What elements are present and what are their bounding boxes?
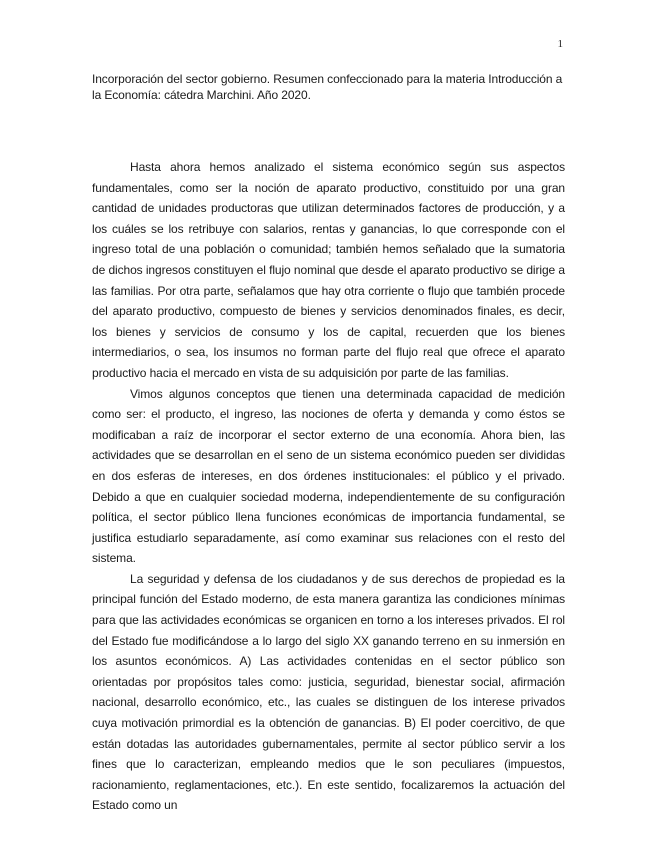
paragraph-2: Vimos algunos conceptos que tienen una determinada capacidad de medición como ser: el producto, el ingreso, las nociones de oferta y demanda y como éstos se modificaban a raíz de incorporar el sector externo de una economía. Ahora bien, las actividades que se desarrollan en el seno de un sistema económico pueden ser divididas en dos esferas de intereses, en dos órdenes institucionales: el público y el privado. Debido a que en cualquier sociedad moderna, independientemente de su configuración política, el sector público llena funciones económicas de importancia fundamental, se justifica estudiarlo separadamente, así como examinar sus relaciones con el resto del sistema. [92,386,565,566]
page-number: 1 [557,38,563,50]
paragraph-3: La seguridad y defensa de los ciudadanos y de sus derechos de propiedad es la principal función del Estado moderno, de esta manera garantiza las condiciones mínimas para que las actividades económicas se organicen en torno a los intereses privados. El rol del Estado fue modificándose a lo largo del siglo XX ganando terreno en su inmersión en los asuntos económicos. A) Las actividades contenidas en el sector público son orientadas por propósitos tales como: justicia, seguridad, bienestar social, afirmación nacional, desarrollo económico, etc., las cuales se distinguen de los interese privados cuya motivación primordial es la obtención de ganancias. B) El poder coercitivo, de que están dotadas las autoridades gubernamentales, permite al sector público servir a los fines que lo caracterizan, empleando medios que le son peculiares (impuestos, racionamiento, reglamentaciones, etc.). En este sentido, focalizaremos la actuación del Estado como un [92,571,565,813]
document-body [92,157,565,816]
document-header-note: Incorporación del sector gobierno. Resumen confeccionado para la materia Introducción a la Economía: cátedra Marchini. Año 2020. [92,72,563,102]
paragraph-1: Hasta ahora hemos analizado el sistema económico según sus aspectos fundamentales, como ser la noción de aparato productivo, constituido por una gran cantidad de unidades productoras que utilizan determinados factores de producción, y a los cuáles se los retribuye con salarios, rentas y ganancias, lo que corresponde con el ingreso total de una población o comunidad; también hemos señalado que la sumatoria de dichos ingresos constituyen el flujo nominal que desde el aparato productivo se dirige a las familias. Por otra parte, señalamos que hay otra corriente o flujo que también procede del aparato productivo, compuesto de bienes y servicios denominados finales, es decir, los bienes y servicios de consumo y los de capital, recuerden que los bienes intermediarios, o sea, los insumos no forman parte del flujo real que ofrece el aparato productivo hacia el mercado en vista de su adquisición por parte de las familias. [92,160,565,380]
